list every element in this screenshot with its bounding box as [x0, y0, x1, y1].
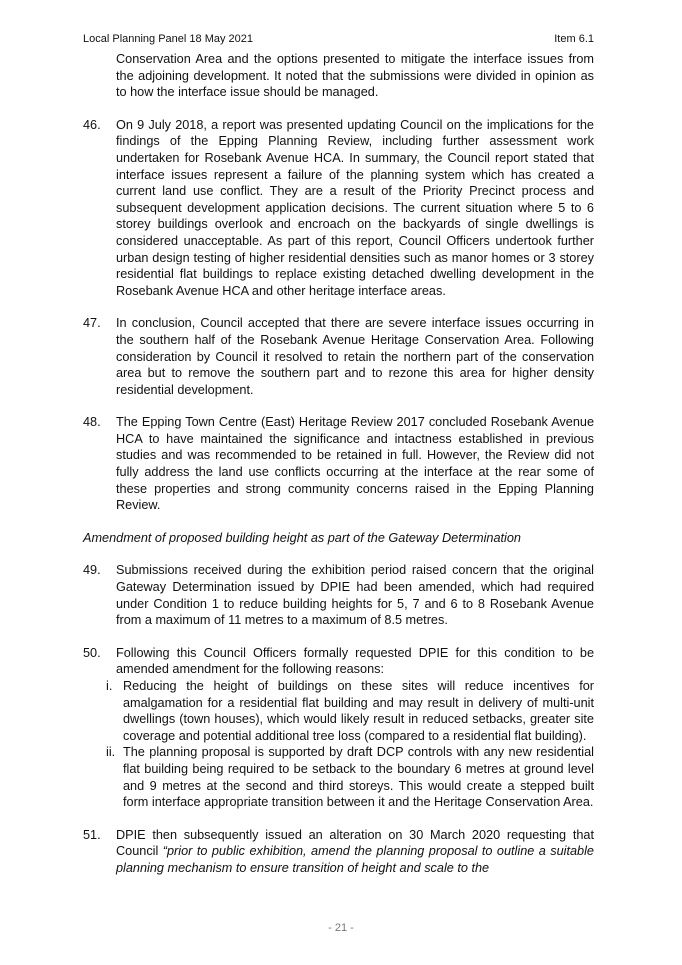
- numbered-paragraph-50: [83, 645, 594, 678]
- numbered-paragraph-48: [83, 414, 594, 514]
- sub-item-ii: [83, 744, 594, 810]
- paragraph-number: 50.: [83, 645, 101, 660]
- numbered-paragraph-49: [83, 562, 594, 628]
- paragraph-number: 46.: [83, 117, 101, 132]
- continued-paragraph: Conservation Area and the options presented to mitigate the interface issues from the adjoining development. It noted that the submissions were divided in opinion as to how the interface issue should be managed.: [116, 52, 594, 100]
- numbered-paragraph-51: [83, 827, 594, 877]
- paragraph-number: 47.: [83, 316, 101, 331]
- section-heading: Amendment of proposed building height as part of the Gateway Determination: [83, 530, 521, 545]
- header-item-number: Item 6.1: [554, 33, 594, 45]
- paragraph-text: On 9 July 2018, a report was presented updating Council on the implications for the findings of the Epping Planning Review, including further assessment work undertaken for Rosebank Avenue HCA. In summary, the Council report stated that interface issues represent a failure of the planning system which has created a current land use conflict. They are a result of the Priority Precinct process and subsequent development application decisions. The current situation where 5 to 6 storey buildings overlook and encroach on the backyards of single dwellings is considered unacceptable. As part of this report, Council Officers undertook further urban design testing of higher residential densities such as manor homes or 3 storey residential flat buildings to replace existing detached dwelling development in the Rosebank Avenue HCA and other heritage interface areas.: [116, 117, 594, 298]
- numbered-paragraph-47: [83, 315, 594, 398]
- paragraph-text-quote: “prior to public exhibition, amend the planning proposal to outline a suitable planning mechanism to ensure transition of height and scale to the: [116, 844, 594, 875]
- paragraph-number: 49.: [83, 563, 101, 578]
- paragraph-text: In conclusion, Council accepted that there are severe interface issues occurring in the southern half of the Rosebank Avenue Heritage Conservation Area. Following consideration by Council it resolved to retain the northern part of the conservation area but to remove the southern part and to rezone this area for higher density residential development.: [116, 316, 594, 397]
- header-meeting-title: Local Planning Panel 18 May 2021: [83, 33, 254, 45]
- paragraph-text: Submissions received during the exhibition period raised concern that the original Gateway Determination issued by DPIE had been amended, which had required under Condition 1 to reduce building heights for 5, 7 and 6 to 8 Rosebank Avenue from a maximum of 11 metres to a maximum of 8.5 metres.: [116, 563, 594, 628]
- numbered-paragraph-46: [83, 117, 594, 300]
- sub-item-text: Reducing the height of buildings on these sites will reduce incentives for amalgamation for a residential flat building and may result in delivery of multi-unit dwellings (town houses), which would likely result in reduced setbacks, greater site coverage and potential additional tree loss (compared to a residential flat building).: [123, 679, 594, 743]
- paragraph-text: The Epping Town Centre (East) Heritage Review 2017 concluded Rosebank Avenue HCA to have maintained the significance and intactness established in previous studies and was recommended to be retained in full. However, the Review did not fully address the land use conflicts occurring at the interface at the rear some of these properties and strong community concerns raised in the Epping Planning Review.: [116, 415, 594, 513]
- sub-item-i: [83, 678, 594, 744]
- sub-item-text: The planning proposal is supported by draft DCP controls with any new residential flat building being required to be setback to the boundary 6 metres at ground level and 9 metres at the second and third storeys. This would create a stepped built form interface appropriate transition between it and the Heritage Conservation Area.: [123, 745, 594, 810]
- sub-item-numeral: ii.: [106, 745, 116, 760]
- paragraph-text-plain: DPIE then subsequently issued an alteration on 30 March 2020 requesting that Council: [116, 827, 594, 859]
- paragraph-number: 51.: [83, 827, 101, 842]
- page-number: - 21 -: [328, 922, 354, 934]
- page-content: [83, 51, 594, 877]
- sub-item-numeral: i.: [106, 679, 113, 693]
- paragraph-text: [116, 827, 594, 877]
- paragraph-number: 48.: [83, 415, 101, 430]
- page-header: [83, 33, 594, 45]
- paragraph-text: Following this Council Officers formally requested DPIE for this condition to be amended amendment for the following reasons:: [116, 645, 594, 677]
